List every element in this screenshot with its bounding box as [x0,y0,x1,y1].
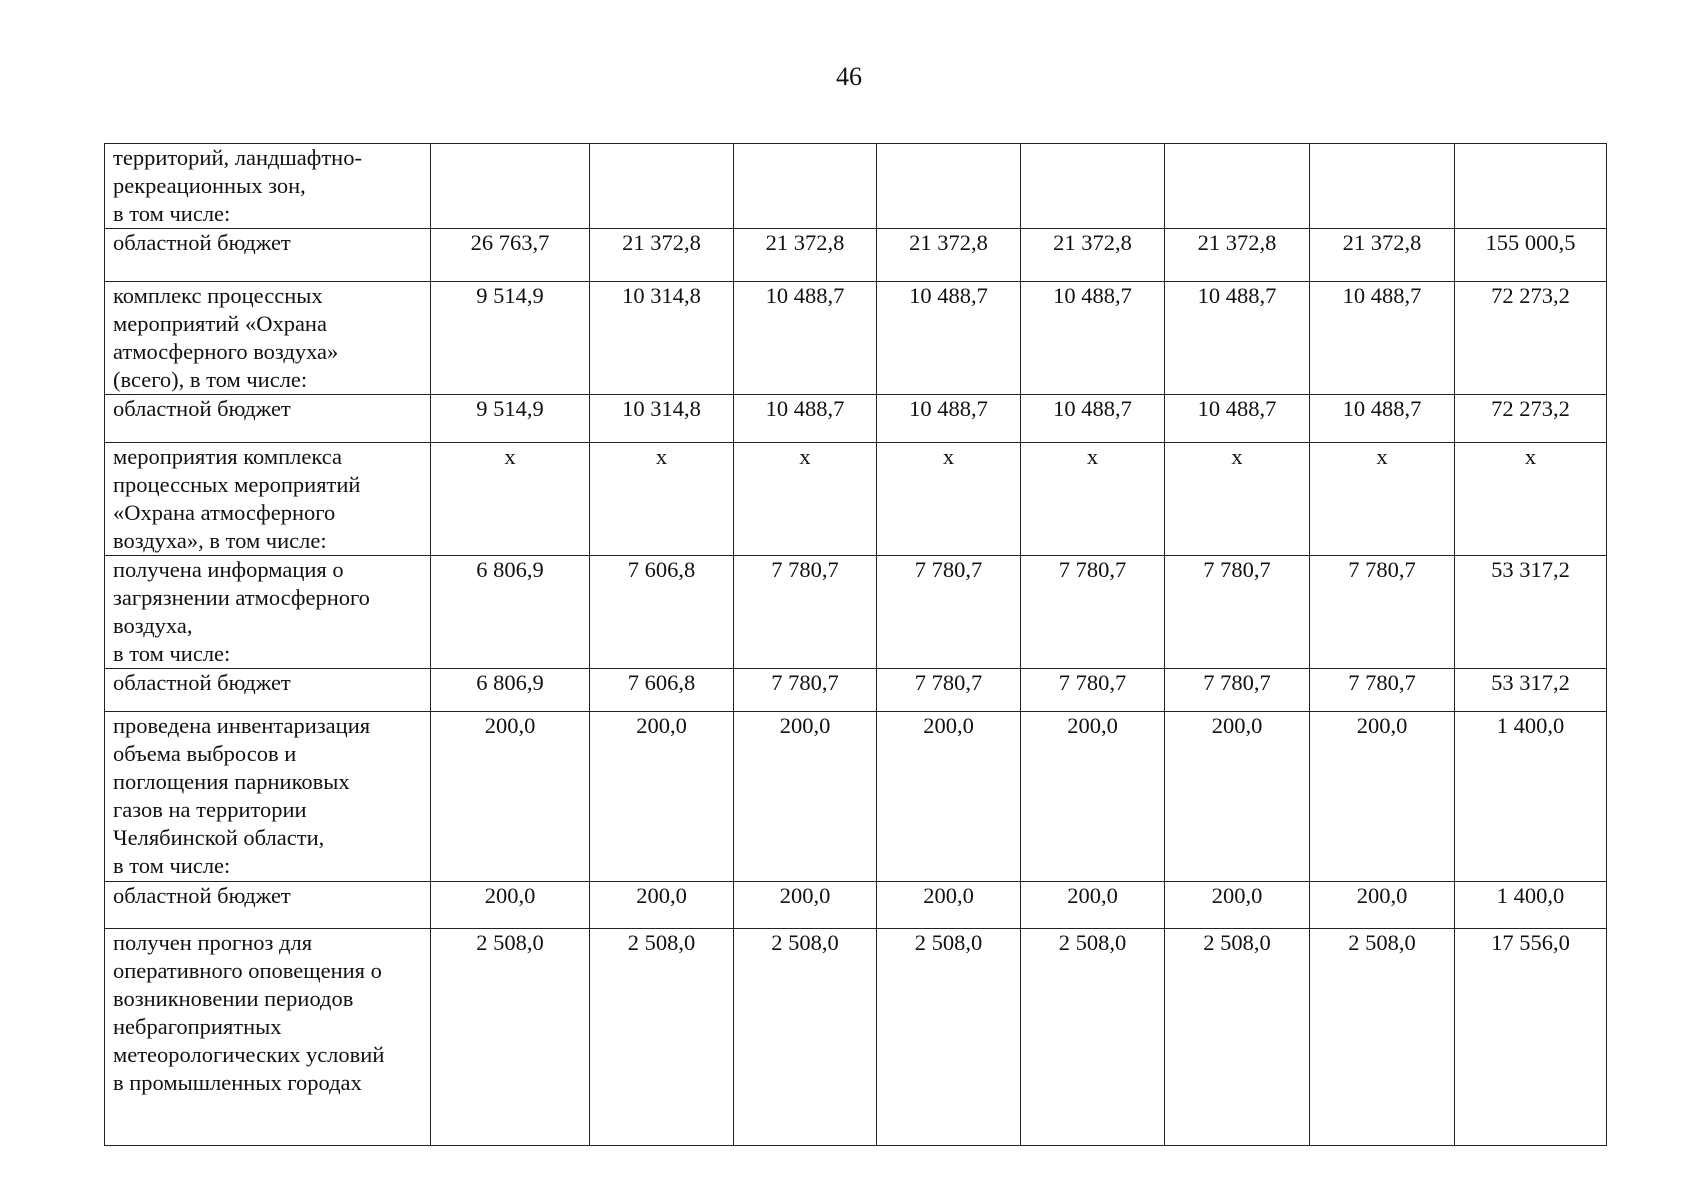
value-cell [1455,144,1607,229]
row-label-line: территорий, ландшафтно- [113,145,362,170]
value-cell: 200,0 [431,712,590,882]
value-cell: 10 488,7 [877,282,1021,395]
value-cell: 6 806,9 [431,556,590,669]
value-cell: х [877,443,1021,556]
table-row [105,712,1607,882]
row-label-line: областной бюджет [113,883,291,908]
value-cell: 7 606,8 [590,669,734,712]
value-cell: 200,0 [590,882,734,929]
value-cell: 7 780,7 [734,556,877,669]
row-label-line: Челябинской области, [113,825,325,850]
table-row [105,282,1607,395]
value-cell: 21 372,8 [590,229,734,282]
value-cell: 10 488,7 [1021,395,1165,443]
value-cell: 53 317,2 [1455,556,1607,669]
value-cell: 7 780,7 [877,556,1021,669]
value-cell: 10 488,7 [734,395,877,443]
row-label-line: атмосферного воздуха» [113,339,339,364]
value-cell [590,144,734,229]
row-label-line: в том числе: [113,201,231,226]
row-label-line: получен прогноз для [113,930,313,955]
value-cell: 10 488,7 [1021,282,1165,395]
row-label-line: поглощения парниковых [113,769,350,794]
row-label-cell [105,929,431,1146]
row-label-line: процессных мероприятий [113,472,361,497]
value-cell: 7 780,7 [1165,556,1310,669]
row-label-line: небрагоприятных [113,1014,282,1039]
value-cell: х [431,443,590,556]
value-cell [734,144,877,229]
value-cell: 9 514,9 [431,395,590,443]
row-label-cell [105,144,431,229]
table-row [105,229,1607,282]
value-cell: 7 606,8 [590,556,734,669]
page-number: 46 [836,62,862,91]
value-cell: 2 508,0 [734,929,877,1146]
value-cell: 7 780,7 [1310,669,1455,712]
value-cell: 21 372,8 [734,229,877,282]
value-cell: 1 400,0 [1455,882,1607,929]
table-body [105,144,1607,1146]
value-cell: х [1455,443,1607,556]
row-label-line: комплекс процессных [113,283,323,308]
value-cell: х [1310,443,1455,556]
row-label-cell [105,443,431,556]
table-row [105,144,1607,229]
value-cell: 10 314,8 [590,282,734,395]
value-cell: 10 488,7 [1165,282,1310,395]
value-cell: х [1165,443,1310,556]
value-cell: 7 780,7 [1310,556,1455,669]
row-label-cell [105,556,431,669]
value-cell: 6 806,9 [431,669,590,712]
value-cell: 2 508,0 [431,929,590,1146]
value-cell: 200,0 [1165,882,1310,929]
value-cell: 1 400,0 [1455,712,1607,882]
row-label-line: (всего), в том числе: [113,367,308,392]
value-cell [1165,144,1310,229]
value-cell: 21 372,8 [1310,229,1455,282]
value-cell: х [590,443,734,556]
value-cell: 200,0 [1310,712,1455,882]
value-cell: 7 780,7 [1021,556,1165,669]
value-cell: 72 273,2 [1455,282,1607,395]
row-label-line: получена информация о [113,557,344,582]
value-cell: 17 556,0 [1455,929,1607,1146]
value-cell: 200,0 [877,882,1021,929]
value-cell: 72 273,2 [1455,395,1607,443]
value-cell: 2 508,0 [1310,929,1455,1146]
value-cell: 200,0 [431,882,590,929]
value-cell: 2 508,0 [1021,929,1165,1146]
row-label-line: объема выбросов и [113,741,297,766]
row-label-line: возникновении периодов [113,986,354,1011]
value-cell: 26 763,7 [431,229,590,282]
value-cell [431,144,590,229]
row-label-line: областной бюджет [113,230,291,255]
row-label-line: в том числе: [113,853,231,878]
value-cell [877,144,1021,229]
value-cell: х [1021,443,1165,556]
row-label-cell [105,282,431,395]
value-cell [1021,144,1165,229]
row-label-line: загрязнении атмосферного [113,585,370,610]
row-label-line: воздуха, [113,613,193,638]
table-row [105,556,1607,669]
value-cell: 200,0 [877,712,1021,882]
value-cell: 155 000,5 [1455,229,1607,282]
row-label-cell [105,669,431,712]
row-label-line: «Охрана атмосферного [113,500,336,525]
row-label-line: рекреационных зон, [113,173,306,198]
value-cell: 200,0 [1310,882,1455,929]
row-label-line: газов на территории [113,797,307,822]
value-cell: 2 508,0 [877,929,1021,1146]
value-cell: 10 488,7 [734,282,877,395]
value-cell: 200,0 [1165,712,1310,882]
table-row [105,395,1607,443]
value-cell: 7 780,7 [734,669,877,712]
table-row [105,669,1607,712]
row-label-line: метеорологических условий [113,1042,385,1067]
value-cell: 9 514,9 [431,282,590,395]
value-cell: 10 488,7 [877,395,1021,443]
value-cell: 2 508,0 [590,929,734,1146]
value-cell: 200,0 [1021,712,1165,882]
row-label-line: мероприятия комплекса [113,444,342,469]
value-cell: 10 488,7 [1165,395,1310,443]
row-label-cell [105,882,431,929]
row-label-line: проведена инвентаризация [113,713,371,738]
row-label-line: оперативного оповещения о [113,958,382,983]
value-cell: 21 372,8 [1165,229,1310,282]
value-cell: 21 372,8 [877,229,1021,282]
value-cell: 10 488,7 [1310,282,1455,395]
value-cell: 10 488,7 [1310,395,1455,443]
value-cell: х [734,443,877,556]
value-cell: 7 780,7 [1165,669,1310,712]
value-cell: 53 317,2 [1455,669,1607,712]
row-label-cell [105,712,431,882]
value-cell: 200,0 [734,882,877,929]
value-cell: 21 372,8 [1021,229,1165,282]
row-label-cell [105,395,431,443]
value-cell: 200,0 [590,712,734,882]
value-cell: 200,0 [1021,882,1165,929]
row-label-line: в промышленных городах [113,1070,362,1095]
row-label-cell [105,229,431,282]
value-cell: 7 780,7 [877,669,1021,712]
value-cell: 200,0 [734,712,877,882]
row-label-line: областной бюджет [113,670,291,695]
row-label-line: в том числе: [113,641,231,666]
table-row [105,929,1607,1146]
row-label-line: мероприятий «Охрана [113,311,327,336]
value-cell: 10 314,8 [590,395,734,443]
table-row [105,882,1607,929]
value-cell: 2 508,0 [1165,929,1310,1146]
row-label-line: областной бюджет [113,396,291,421]
value-cell: 7 780,7 [1021,669,1165,712]
table-row [105,443,1607,556]
value-cell [1310,144,1455,229]
row-label-line: воздуха», в том числе: [113,528,327,553]
budget-table [104,143,1607,1146]
